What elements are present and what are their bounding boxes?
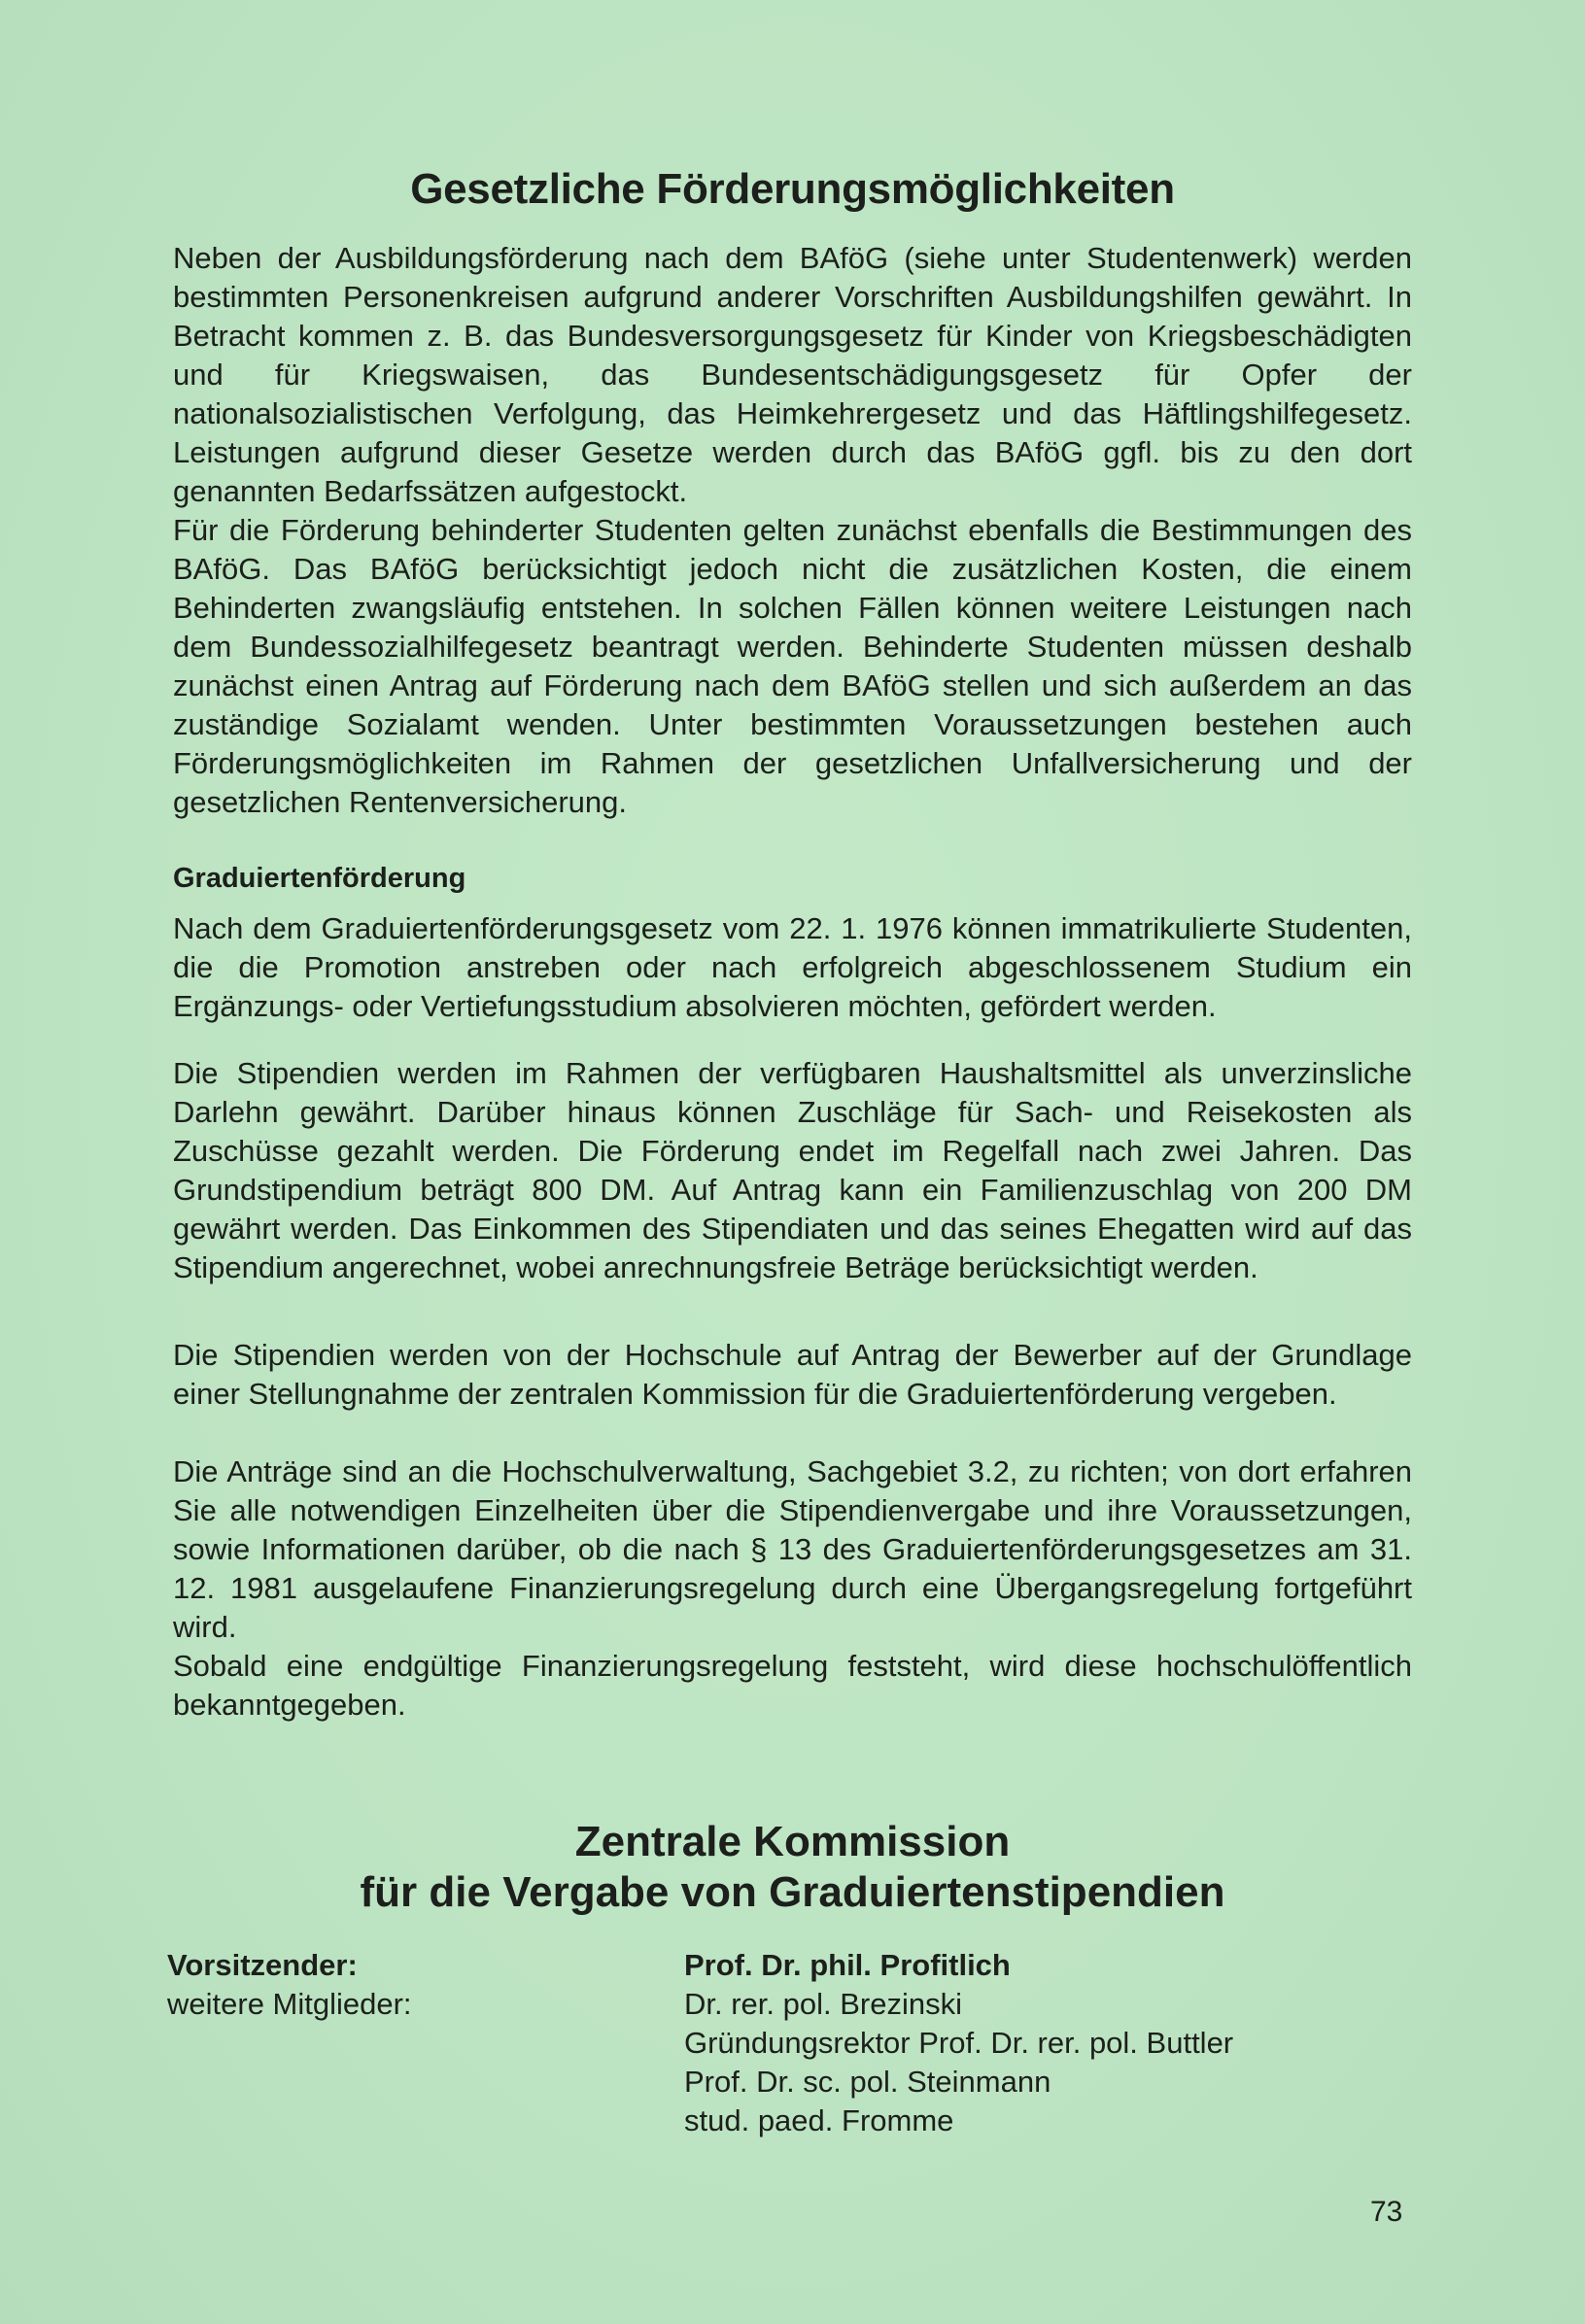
section-heading-graduiertenfoerderung: Graduiertenförderung	[173, 863, 466, 894]
commission-heading	[173, 1817, 1412, 1918]
member-row	[167, 2063, 1430, 2102]
commission-members	[167, 1946, 1430, 2140]
member-row	[167, 1985, 1430, 2024]
chair-label: Vorsitzender:	[167, 1948, 358, 1982]
paragraph-applications: Die Anträge sind an die Hochschulverwaltung, Sachgebiet 3.2, zu richten; von dort erfahren Sie alle notwendigen Einzelheiten über die Stipendienvergabe und ihre Voraussetzungen, sowie Informationen darüber, ob die nach § 13 des Graduiertenförderungsgesetzes am 31. 12. 1981 ausgelaufene Finanzierungsregelung durch eine Übergangsregelung fortgeführt wird.	[173, 1454, 1412, 1644]
members-label: weitere Mitglieder:	[167, 1987, 412, 2021]
member-row	[167, 2024, 1430, 2063]
paragraph-grad-law: Nach dem Graduiertenförderungsgesetz vom 22. 1. 1976 können immatrikulierte Studenten, die die Promotion anstreben oder nach erfolgreich abgeschlossenem Studium ein Ergänzungs- oder Vertiefungsstudium absolvieren möchten, gefördert werden.	[173, 911, 1412, 1023]
paragraph-stipend-award: Die Stipendien werden von der Hochschule auf Antrag der Bewerber auf der Grundlage einer Stellungnahme der zentralen Kommission für die Graduiertenförderung vergeben.	[173, 1338, 1412, 1411]
member-row-chair	[167, 1946, 1430, 1985]
member-name: Prof. Dr. sc. pol. Steinmann	[684, 2065, 1051, 2099]
paragraph-bafoeg-other-laws: Neben der Ausbildungsförderung nach dem BAföG (siehe unter Studentenwerk) werden bestimmten Personenkreisen aufgrund anderer Vorschriften Ausbildungshilfen gewährt. In Betracht kommen z. B. das Bundesversorgungsgesetz für Kinder von Kriegsbeschädigten und für Kriegswaisen, das Bundesentschädigungsgesetz für Opfer der nationalsozialistischen Verfolgung, das Heimkehrergesetz und das Häftlingshilfegesetz. Leistungen aufgrund dieser Gesetze werden durch das BAföG ggfl. bis zu den dort genannten Bedarfssätzen aufgestockt.	[173, 241, 1412, 508]
paragraph-disabled-students: Für die Förderung behinderter Studenten gelten zunächst ebenfalls die Bestimmungen des BAföG. Das BAföG berücksichtigt jedoch nicht die zusätzlichen Kosten, die einem Behinderten zwangsläufig entstehen. In solchen Fällen können weitere Leistungen nach dem Bundessozialhilfegesetz beantragt werden. Behinderte Studenten müssen deshalb zunächst einen Antrag auf Förderung nach dem BAföG stellen und sich außerdem an das zuständige Sozialamt wenden. Unter bestimmten Voraussetzungen bestehen auch Förderungsmöglichkeiten im Rahmen der gesetzlichen Unfallversicherung und der gesetzlichen Rentenversicherung.	[173, 513, 1412, 819]
paragraph-stipend-terms: Die Stipendien werden im Rahmen der verfügbaren Haushaltsmittel als unverzinsliche Darlehn gewährt. Darüber hinaus können Zuschläge für Sach- und Reisekosten als Zuschüsse gezahlt werden. Die Förderung endet im Regelfall nach zwei Jahren. Das Grundstipendium beträgt 800 DM. Auf Antrag kann ein Familienzuschlag von 200 DM gewährt werden. Das Einkommen des Stipendiaten und das seines Ehegatten wird auf das Stipendium angerechnet, wobei anrechnungsfreie Beträge berücksichtigt werden.	[173, 1056, 1412, 1284]
paragraph-financing: Sobald eine endgültige Finanzierungsregelung feststeht, wird diese hochschulöffentlich bekanntgegeben.	[173, 1649, 1412, 1722]
member-row	[167, 2102, 1430, 2140]
page-number: 73	[1370, 2196, 1403, 2228]
member-name: Dr. rer. pol. Brezinski	[684, 1987, 962, 2021]
chair-name: Prof. Dr. phil. Profitlich	[684, 1948, 1011, 1982]
page-title: Gesetzliche Förderungsmöglichkeiten	[410, 165, 1175, 213]
commission-title-line1: Zentrale Kommission	[574, 1818, 1011, 1865]
member-name: stud. paed. Fromme	[684, 2103, 954, 2137]
member-name: Gründungsrektor Prof. Dr. rer. pol. Buttler	[684, 2026, 1234, 2060]
commission-title-line2: für die Vergabe von Graduiertenstipendien	[360, 1868, 1225, 1916]
